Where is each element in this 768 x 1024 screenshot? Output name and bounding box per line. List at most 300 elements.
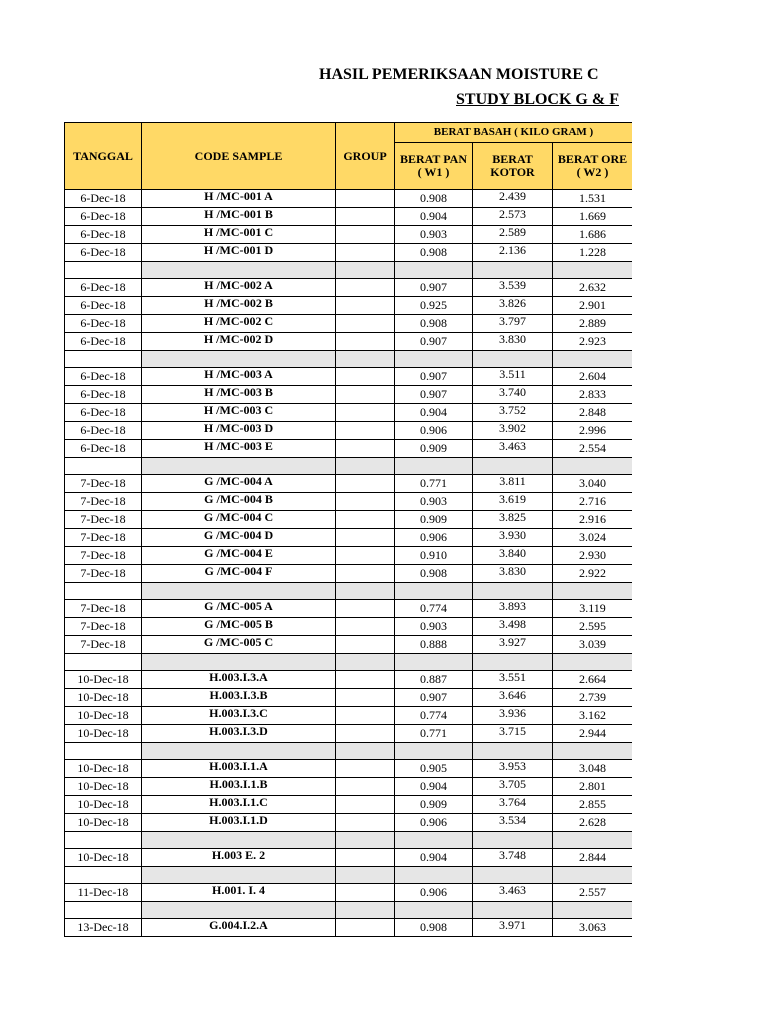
- cell-berat-pan: 0.771: [395, 475, 473, 493]
- cell-berat-kotor: 2.439: [473, 190, 553, 208]
- cell-berat-ore: 2.833: [553, 386, 633, 404]
- cell-tanggal: 10-Dec-18: [65, 689, 142, 707]
- cell-berat-ore: 3.048: [553, 760, 633, 778]
- cell-tanggal: 7-Dec-18: [65, 475, 142, 493]
- spacer-cell: [65, 743, 142, 760]
- cell-group: [336, 208, 395, 226]
- cell-berat-ore: 1.669: [553, 208, 633, 226]
- cell-code-sample: H /MC-003 B: [142, 386, 336, 404]
- cell-tanggal: 6-Dec-18: [65, 333, 142, 351]
- spacer-cell: [395, 262, 473, 279]
- cell-tanggal: 6-Dec-18: [65, 190, 142, 208]
- spacer-cell: [553, 262, 633, 279]
- spacer-cell: [65, 654, 142, 671]
- spacer-cell: [395, 902, 473, 919]
- cell-group: [336, 333, 395, 351]
- cell-berat-pan: 0.907: [395, 279, 473, 297]
- spacer-cell: [473, 867, 553, 884]
- cell-berat-ore: 2.996: [553, 422, 633, 440]
- cell-berat-ore: 3.039: [553, 636, 633, 654]
- cell-group: [336, 919, 395, 937]
- cell-berat-ore: 1.531: [553, 190, 633, 208]
- cell-berat-ore: 3.024: [553, 529, 633, 547]
- cell-tanggal: 7-Dec-18: [65, 511, 142, 529]
- cell-code-sample: G /MC-004 D: [142, 529, 336, 547]
- table-row: [65, 422, 633, 440]
- cell-berat-pan: 0.904: [395, 404, 473, 422]
- header-code-sample: CODE SAMPLE: [142, 123, 336, 190]
- cell-group: [336, 547, 395, 565]
- cell-berat-kotor: 3.551: [473, 671, 553, 689]
- cell-code-sample: G /MC-005 A: [142, 600, 336, 618]
- cell-berat-kotor: 3.511: [473, 368, 553, 386]
- moisture-table-container: [64, 122, 632, 954]
- cell-berat-ore: 3.040: [553, 475, 633, 493]
- cell-tanggal: 13-Dec-18: [65, 919, 142, 937]
- cell-tanggal: 10-Dec-18: [65, 725, 142, 743]
- cell-berat-kotor: 3.539: [473, 279, 553, 297]
- cell-tanggal: 7-Dec-18: [65, 547, 142, 565]
- cell-code-sample: H /MC-003 E: [142, 440, 336, 458]
- spacer-cell: [336, 351, 395, 368]
- cell-berat-kotor: 3.646: [473, 689, 553, 707]
- cell-group: [336, 279, 395, 297]
- cell-berat-kotor: 3.811: [473, 475, 553, 493]
- cell-berat-ore: 2.844: [553, 849, 633, 867]
- cell-berat-ore: 2.923: [553, 333, 633, 351]
- spacer-cell: [395, 351, 473, 368]
- cell-code-sample: H.003.I.1.C: [142, 796, 336, 814]
- cell-berat-pan: 0.774: [395, 600, 473, 618]
- spacer-cell: [65, 832, 142, 849]
- cell-tanggal: 7-Dec-18: [65, 600, 142, 618]
- table-row: [65, 368, 633, 386]
- spacer-cell: [336, 583, 395, 600]
- table-row: [65, 725, 633, 743]
- cell-code-sample: H /MC-002 C: [142, 315, 336, 333]
- table-row: [65, 315, 633, 333]
- table-row: [65, 636, 633, 654]
- cell-berat-pan: 0.910: [395, 547, 473, 565]
- cell-berat-ore: 3.162: [553, 707, 633, 725]
- cell-berat-kotor: 3.840: [473, 547, 553, 565]
- cell-berat-pan: 0.907: [395, 689, 473, 707]
- cell-tanggal: 6-Dec-18: [65, 244, 142, 262]
- cell-tanggal: 6-Dec-18: [65, 208, 142, 226]
- spacer-cell: [395, 583, 473, 600]
- spacer-row: [65, 583, 633, 600]
- spacer-cell: [142, 832, 336, 849]
- spacer-cell: [395, 458, 473, 475]
- cell-berat-kotor: 3.705: [473, 778, 553, 796]
- cell-berat-ore: 3.063: [553, 919, 633, 937]
- cell-berat-ore: 2.916: [553, 511, 633, 529]
- cell-berat-ore: 2.739: [553, 689, 633, 707]
- table-body: [65, 190, 633, 937]
- table-row: [65, 814, 633, 832]
- cell-group: [336, 529, 395, 547]
- table-row: [65, 226, 633, 244]
- cell-code-sample: H /MC-003 A: [142, 368, 336, 386]
- cell-berat-kotor: 3.619: [473, 493, 553, 511]
- cell-berat-pan: 0.904: [395, 208, 473, 226]
- cell-tanggal: 7-Dec-18: [65, 565, 142, 583]
- cell-tanggal: 10-Dec-18: [65, 849, 142, 867]
- cell-berat-ore: 2.557: [553, 884, 633, 902]
- cell-group: [336, 884, 395, 902]
- cell-code-sample: H /MC-001 D: [142, 244, 336, 262]
- cell-group: [336, 796, 395, 814]
- cell-tanggal: 10-Dec-18: [65, 778, 142, 796]
- cell-berat-kotor: 3.825: [473, 511, 553, 529]
- cell-code-sample: H /MC-001 B: [142, 208, 336, 226]
- spacer-cell: [142, 583, 336, 600]
- table-row: [65, 190, 633, 208]
- cell-tanggal: 6-Dec-18: [65, 386, 142, 404]
- header-berat-basah: BERAT BASAH ( KILO GRAM ): [395, 123, 633, 143]
- cell-berat-ore: 2.628: [553, 814, 633, 832]
- cell-berat-kotor: 3.463: [473, 440, 553, 458]
- cell-code-sample: G /MC-005 B: [142, 618, 336, 636]
- cell-berat-ore: 2.922: [553, 565, 633, 583]
- cell-code-sample: G /MC-004 E: [142, 547, 336, 565]
- header-tanggal: TANGGAL: [65, 123, 142, 190]
- header-berat-ore-label: BERAT ORE: [557, 152, 628, 166]
- cell-berat-kotor: 3.748: [473, 849, 553, 867]
- cell-tanggal: 7-Dec-18: [65, 636, 142, 654]
- header-group: GROUP: [336, 123, 395, 190]
- cell-berat-ore: 2.554: [553, 440, 633, 458]
- cell-code-sample: H.001. I. 4: [142, 884, 336, 902]
- cell-tanggal: 6-Dec-18: [65, 297, 142, 315]
- cell-group: [336, 190, 395, 208]
- spacer-row: [65, 832, 633, 849]
- cell-tanggal: 6-Dec-18: [65, 226, 142, 244]
- table-row: [65, 511, 633, 529]
- cell-berat-ore: 2.930: [553, 547, 633, 565]
- cell-berat-pan: 0.908: [395, 919, 473, 937]
- report-subtitle: STUDY BLOCK G & F: [456, 91, 619, 108]
- cell-berat-ore: 2.855: [553, 796, 633, 814]
- cell-tanggal: 10-Dec-18: [65, 707, 142, 725]
- table-row: [65, 689, 633, 707]
- spacer-cell: [553, 832, 633, 849]
- spacer-cell: [553, 743, 633, 760]
- cell-group: [336, 422, 395, 440]
- cell-code-sample: H.003.I.1.B: [142, 778, 336, 796]
- cell-berat-pan: 0.908: [395, 190, 473, 208]
- cell-code-sample: H.003.I.3.C: [142, 707, 336, 725]
- cell-group: [336, 511, 395, 529]
- spacer-cell: [395, 867, 473, 884]
- header-berat-pan-label: BERAT PAN: [399, 152, 467, 166]
- cell-code-sample: H.003 E. 2: [142, 849, 336, 867]
- cell-berat-pan: 0.908: [395, 244, 473, 262]
- cell-berat-kotor: 3.752: [473, 404, 553, 422]
- cell-berat-pan: 0.903: [395, 618, 473, 636]
- cell-group: [336, 440, 395, 458]
- spacer-cell: [142, 867, 336, 884]
- cell-berat-kotor: 3.826: [473, 297, 553, 315]
- spacer-cell: [65, 867, 142, 884]
- cell-berat-pan: 0.906: [395, 814, 473, 832]
- spacer-cell: [553, 654, 633, 671]
- cell-berat-ore: 2.848: [553, 404, 633, 422]
- table-row: [65, 849, 633, 867]
- cell-code-sample: H /MC-002 D: [142, 333, 336, 351]
- spacer-cell: [336, 902, 395, 919]
- header-berat-ore-unit: ( W2 ): [576, 165, 609, 179]
- header-berat-pan: [395, 143, 473, 190]
- cell-group: [336, 814, 395, 832]
- table-row: [65, 618, 633, 636]
- cell-berat-kotor: 3.830: [473, 333, 553, 351]
- cell-code-sample: H /MC-003 D: [142, 422, 336, 440]
- table-row: [65, 386, 633, 404]
- spacer-cell: [142, 351, 336, 368]
- spacer-cell: [336, 867, 395, 884]
- cell-berat-kotor: 3.715: [473, 725, 553, 743]
- cell-berat-pan: 0.904: [395, 778, 473, 796]
- cell-tanggal: 7-Dec-18: [65, 618, 142, 636]
- cell-group: [336, 297, 395, 315]
- header-berat-kotor-label-2: KOTOR: [490, 165, 535, 179]
- cell-berat-kotor: 2.573: [473, 208, 553, 226]
- cell-group: [336, 725, 395, 743]
- cell-tanggal: 6-Dec-18: [65, 279, 142, 297]
- spacer-cell: [142, 654, 336, 671]
- cell-berat-kotor: 3.797: [473, 315, 553, 333]
- cell-code-sample: H.003.I.1.A: [142, 760, 336, 778]
- cell-tanggal: 6-Dec-18: [65, 368, 142, 386]
- spacer-cell: [395, 743, 473, 760]
- cell-code-sample: H.003.I.3.D: [142, 725, 336, 743]
- cell-tanggal: 6-Dec-18: [65, 440, 142, 458]
- cell-berat-pan: 0.907: [395, 386, 473, 404]
- cell-tanggal: 10-Dec-18: [65, 796, 142, 814]
- cell-code-sample: H.003.I.3.A: [142, 671, 336, 689]
- spacer-cell: [142, 458, 336, 475]
- table-row: [65, 796, 633, 814]
- cell-berat-pan: 0.906: [395, 884, 473, 902]
- spacer-cell: [336, 832, 395, 849]
- spacer-cell: [473, 743, 553, 760]
- cell-berat-pan: 0.909: [395, 511, 473, 529]
- cell-group: [336, 849, 395, 867]
- table-row: [65, 671, 633, 689]
- cell-berat-ore: 2.595: [553, 618, 633, 636]
- cell-group: [336, 244, 395, 262]
- header-berat-kotor-label: BERAT: [492, 152, 533, 166]
- cell-group: [336, 565, 395, 583]
- spacer-cell: [65, 902, 142, 919]
- cell-berat-kotor: 3.830: [473, 565, 553, 583]
- spacer-row: [65, 867, 633, 884]
- cell-tanggal: 7-Dec-18: [65, 529, 142, 547]
- cell-berat-pan: 0.903: [395, 226, 473, 244]
- table-row: [65, 475, 633, 493]
- cell-berat-kotor: 2.136: [473, 244, 553, 262]
- cell-berat-pan: 0.907: [395, 333, 473, 351]
- table-row: [65, 760, 633, 778]
- spacer-cell: [473, 654, 553, 671]
- table-row: [65, 778, 633, 796]
- cell-berat-pan: 0.925: [395, 297, 473, 315]
- cell-tanggal: 6-Dec-18: [65, 315, 142, 333]
- cell-code-sample: H /MC-001 C: [142, 226, 336, 244]
- table-row: [65, 333, 633, 351]
- spacer-cell: [395, 654, 473, 671]
- spacer-cell: [473, 902, 553, 919]
- cell-group: [336, 315, 395, 333]
- cell-berat-ore: 2.801: [553, 778, 633, 796]
- cell-group: [336, 636, 395, 654]
- cell-berat-pan: 0.905: [395, 760, 473, 778]
- cell-group: [336, 600, 395, 618]
- spacer-cell: [65, 351, 142, 368]
- cell-group: [336, 671, 395, 689]
- cell-tanggal: 6-Dec-18: [65, 422, 142, 440]
- cell-berat-ore: 2.632: [553, 279, 633, 297]
- spacer-cell: [65, 458, 142, 475]
- spacer-cell: [473, 351, 553, 368]
- header-berat-kotor: [473, 143, 553, 190]
- spacer-cell: [65, 262, 142, 279]
- cell-group: [336, 707, 395, 725]
- moisture-table: [64, 122, 632, 937]
- cell-berat-kotor: 3.930: [473, 529, 553, 547]
- table-row: [65, 565, 633, 583]
- spacer-cell: [336, 262, 395, 279]
- cell-berat-ore: 3.119: [553, 600, 633, 618]
- cell-code-sample: G /MC-004 A: [142, 475, 336, 493]
- cell-berat-kotor: 3.927: [473, 636, 553, 654]
- spacer-cell: [65, 583, 142, 600]
- spacer-cell: [473, 583, 553, 600]
- cell-group: [336, 226, 395, 244]
- table-row: [65, 707, 633, 725]
- cell-code-sample: H /MC-002 B: [142, 297, 336, 315]
- spacer-row: [65, 743, 633, 760]
- cell-berat-kotor: 3.971: [473, 919, 553, 937]
- table-row: [65, 919, 633, 937]
- cell-berat-pan: 0.907: [395, 368, 473, 386]
- cell-berat-ore: 1.686: [553, 226, 633, 244]
- cell-code-sample: G /MC-004 B: [142, 493, 336, 511]
- cell-code-sample: H /MC-001 A: [142, 190, 336, 208]
- spacer-cell: [473, 458, 553, 475]
- cell-berat-ore: 2.664: [553, 671, 633, 689]
- cell-berat-kotor: 3.463: [473, 884, 553, 902]
- cell-group: [336, 493, 395, 511]
- spacer-cell: [336, 743, 395, 760]
- cell-berat-pan: 0.909: [395, 796, 473, 814]
- cell-berat-pan: 0.904: [395, 849, 473, 867]
- cell-berat-ore: 2.901: [553, 297, 633, 315]
- spacer-cell: [395, 832, 473, 849]
- cell-code-sample: G.004.I.2.A: [142, 919, 336, 937]
- cell-berat-kotor: 3.936: [473, 707, 553, 725]
- cell-code-sample: H.003.I.3.B: [142, 689, 336, 707]
- cell-berat-pan: 0.908: [395, 315, 473, 333]
- spacer-cell: [142, 262, 336, 279]
- cell-group: [336, 618, 395, 636]
- cell-group: [336, 778, 395, 796]
- table-row: [65, 244, 633, 262]
- cell-berat-pan: 0.909: [395, 440, 473, 458]
- cell-group: [336, 475, 395, 493]
- spacer-cell: [553, 458, 633, 475]
- spacer-cell: [336, 654, 395, 671]
- cell-code-sample: H.003.I.1.D: [142, 814, 336, 832]
- cell-group: [336, 386, 395, 404]
- cell-group: [336, 404, 395, 422]
- cell-berat-kotor: 3.534: [473, 814, 553, 832]
- cell-berat-pan: 0.906: [395, 422, 473, 440]
- table-row: [65, 493, 633, 511]
- spacer-row: [65, 262, 633, 279]
- cell-berat-ore: 1.228: [553, 244, 633, 262]
- table-row: [65, 297, 633, 315]
- spacer-row: [65, 458, 633, 475]
- report-title: HASIL PEMERIKSAAN MOISTURE C: [319, 66, 599, 83]
- cell-berat-ore: 2.944: [553, 725, 633, 743]
- cell-berat-pan: 0.903: [395, 493, 473, 511]
- spacer-cell: [142, 743, 336, 760]
- cell-group: [336, 689, 395, 707]
- spacer-cell: [473, 262, 553, 279]
- spacer-cell: [142, 902, 336, 919]
- table-row: [65, 440, 633, 458]
- cell-berat-pan: 0.771: [395, 725, 473, 743]
- cell-tanggal: 11-Dec-18: [65, 884, 142, 902]
- cell-berat-kotor: 3.893: [473, 600, 553, 618]
- cell-tanggal: 6-Dec-18: [65, 404, 142, 422]
- cell-group: [336, 368, 395, 386]
- cell-tanggal: 7-Dec-18: [65, 493, 142, 511]
- cell-code-sample: H /MC-002 A: [142, 279, 336, 297]
- table-row: [65, 547, 633, 565]
- table-row: [65, 884, 633, 902]
- cell-berat-pan: 0.774: [395, 707, 473, 725]
- cell-berat-kotor: 3.498: [473, 618, 553, 636]
- spacer-row: [65, 654, 633, 671]
- spacer-cell: [553, 902, 633, 919]
- spacer-cell: [336, 458, 395, 475]
- header-berat-ore: [553, 143, 633, 190]
- table-row: [65, 600, 633, 618]
- spacer-cell: [473, 832, 553, 849]
- cell-code-sample: G /MC-004 C: [142, 511, 336, 529]
- spacer-cell: [553, 351, 633, 368]
- cell-berat-pan: 0.908: [395, 565, 473, 583]
- cell-group: [336, 760, 395, 778]
- cell-berat-ore: 2.604: [553, 368, 633, 386]
- spacer-row: [65, 902, 633, 919]
- cell-code-sample: H /MC-003 C: [142, 404, 336, 422]
- spacer-cell: [553, 867, 633, 884]
- cell-code-sample: G /MC-005 C: [142, 636, 336, 654]
- spacer-row: [65, 351, 633, 368]
- table-row: [65, 208, 633, 226]
- table-row: [65, 404, 633, 422]
- cell-berat-kotor: 3.764: [473, 796, 553, 814]
- cell-berat-ore: 2.889: [553, 315, 633, 333]
- cell-tanggal: 10-Dec-18: [65, 760, 142, 778]
- cell-berat-kotor: 3.953: [473, 760, 553, 778]
- cell-code-sample: G /MC-004 F: [142, 565, 336, 583]
- header-berat-pan-unit: ( W1 ): [417, 165, 450, 179]
